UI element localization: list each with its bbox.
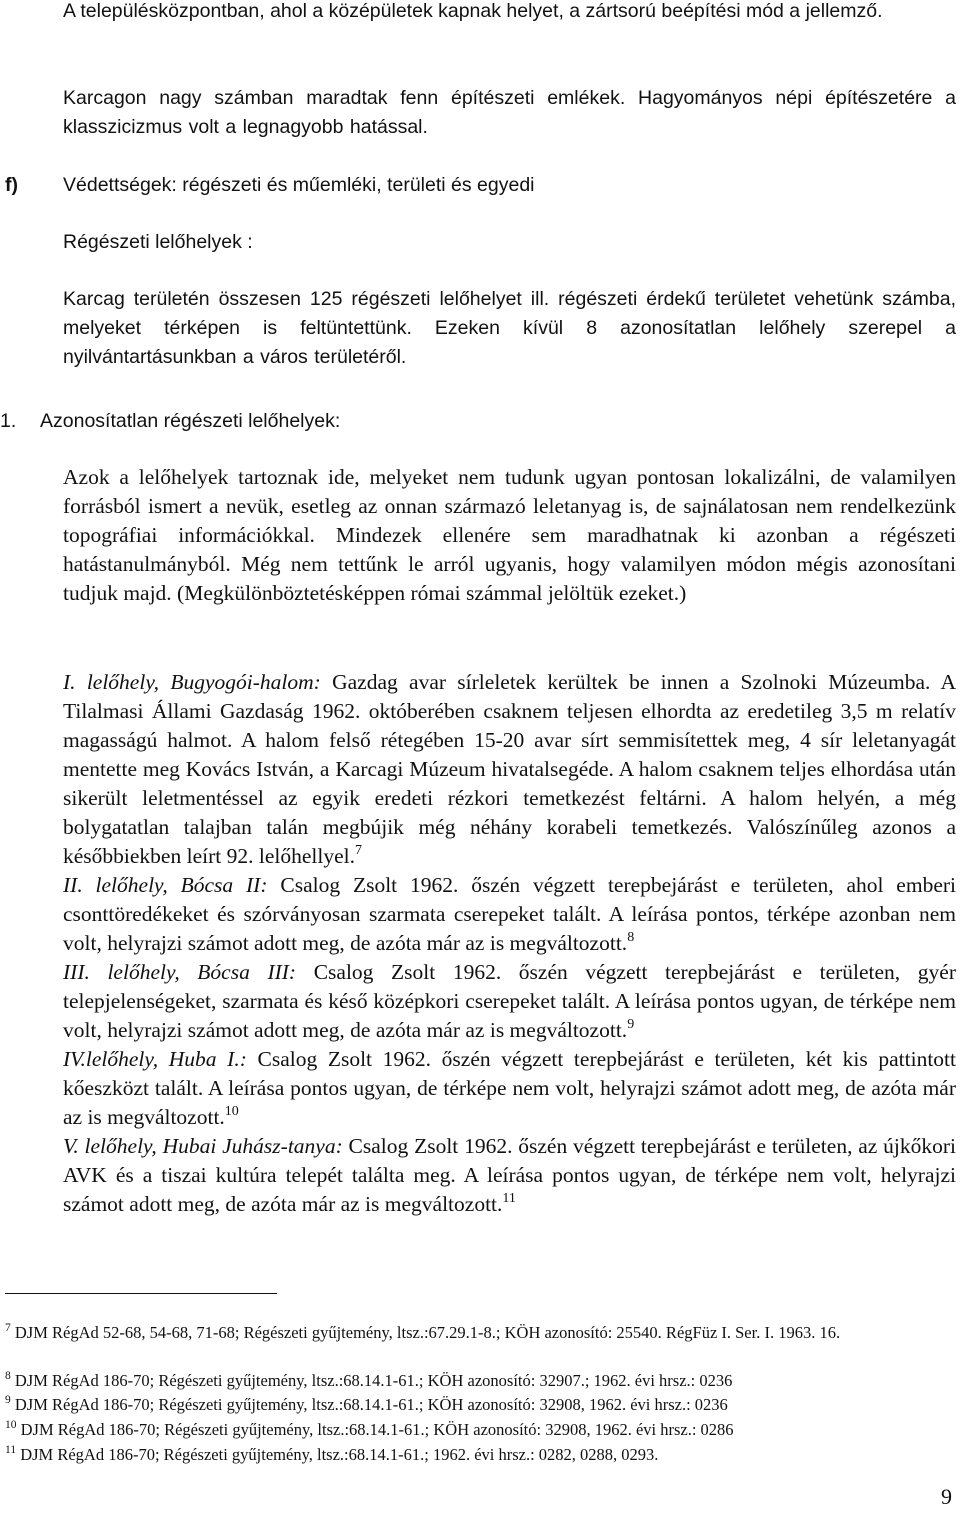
footnote-10 <box>5 1418 950 1442</box>
site-description: Gazdag avar sírleletek kerültek be innen a Szolnoki Múzeumba. A Tilalmasi Állami Gazdaság 1962. októberében csaknem teljesen elhordta az eredetileg 3,5 m relatív magasságú halmot. A halom felső rétegében 15-20 avar sírt semmisítettek meg, 4 sír leletanyagát mentette meg Kovács István, a Karcagi Múzeum hivatalsegéde. A halom csaknem teljes elhordása után sikerült leletmentéssel az egyik eredeti rézkori temetkezést feltárni. A halom helyén, a még bolygatatlan talajban talán megbújik még néhány korabeli temetkezés. Valószínűleg azonos a későbbiekben leírt 92. lelőhellyel. <box>63 670 956 868</box>
paragraph-settlement-center: A településközpontban, ahol a középületek kapnak helyet, a zártsorú beépítési mód a jellemző. <box>63 0 883 22</box>
footnote-number: 11 <box>5 1444 17 1456</box>
site-list <box>63 668 956 1219</box>
paragraph-architectural-heritage: Karcagon nagy számban maradtak fenn építészeti emlékek. Hagyományos népi építészetére a klasszicizmus volt a legnagyobb hatással. <box>63 87 956 138</box>
site-entry-1 <box>63 670 956 868</box>
paragraph-unidentified-explanation: Azok a lelőhelyek tartoznak ide, melyeket nem tudunk ugyan pontosan lokalizálni, de valamilyen forrásból ismert a nevük, esetleg az onnan származó leletanyag is, de sajnálatosan nem rendelkezünk topográfiai információkkal. Mindezek ellenére sem maradhatnak ki azonban a régészeti hatástanulmányból. Még nem tettűnk le arról ugyanis, hogy valamilyen módon mégis azonosítani tudjuk majd. (Megkülönböztetésképpen római számmal jelöltük ezeket.) <box>63 465 956 605</box>
footnote-ref[interactable]: 10 <box>224 1104 239 1119</box>
footnote-ref[interactable]: 9 <box>627 1017 635 1032</box>
footnote-text: DJM RégAd 186-70; Régészeti gyűjtemény, ltsz.:68.14.1-61.; KÖH azonosító: 32908, 1962. évi hrsz.: 0286 <box>16 1420 734 1439</box>
site-title: I. lelőhely, Bugyogói-halom: <box>63 670 321 694</box>
paragraph-site-count: Karcag területén összesen 125 régészeti lelőhelyet ill. régészeti érdekű területet vehetünk számba, melyeket térképen is feltüntettünk. Ezeken kívül 8 azonosítatlan lelőhely szerepel a nyilvántartásunkban a város területéről. <box>63 288 956 368</box>
footnote-ref[interactable]: 7 <box>354 843 362 858</box>
site-entry-2 <box>63 873 956 955</box>
site-description: Csalog Zsolt 1962. őszén végzett terepbejárást e területen, ahol emberi csonttöredékeket és szórványosan szarmata cserepeket talált. A leírása pontos, térképe azonban nem volt, helyrajzi számot adott meg, de azóta már az is megváltozott. <box>63 873 957 955</box>
footnote-number: 9 <box>5 1394 11 1406</box>
site-title: II. lelőhely, Bócsa II: <box>63 873 268 897</box>
section-heading-f <box>5 171 898 200</box>
site-entry-4 <box>63 1047 956 1129</box>
site-description: Csalog Zsolt 1962. őszén végzett terepbejárást e területen, az újkőkori AVK és a tiszai kultúra telepét találta meg. A leírása pontos ugyan, de térképe nem volt, helyrajzi számot adott meg, de azóta már az is megváltozott. <box>63 1134 956 1216</box>
footnote-text: DJM RégAd 52-68, 54-68, 71-68; Régészeti gyűjtemény, ltsz.:67.29.1-8.; KÖH azonosító: 25540. RégFüz I. Ser. I. 1963. 16. <box>10 1323 841 1342</box>
footnote-number: 7 <box>5 1322 11 1334</box>
footnote-separator <box>5 1293 277 1294</box>
section-title: Védettségek: régészeti és műemléki, területi és egyedi <box>63 174 535 196</box>
section-label: f) <box>5 174 18 196</box>
footnote-text: DJM RégAd 186-70; Régészeti gyűjtemény, ltsz.:68.14.1-61.; KÖH azonosító: 32908, 1962. évi hrsz.: 0236 <box>10 1395 728 1414</box>
footnote-11 <box>5 1443 950 1467</box>
footnote-number: 10 <box>5 1419 17 1431</box>
footnote-ref[interactable]: 8 <box>627 930 635 945</box>
site-title: V. lelőhely, Hubai Juhász-tanya: <box>63 1134 343 1158</box>
list-item-unidentified-sites <box>0 407 956 436</box>
footnote-ref[interactable]: 11 <box>502 1191 516 1206</box>
footnote-number: 8 <box>5 1370 11 1382</box>
site-title: III. lelőhely, Bócsa III: <box>63 960 297 984</box>
site-description: Csalog Zsolt 1962. őszén végzett terepbejárást e területen, gyér telepjelenségeket, szarmata és késő középkori cserepeket talált. A leírása pontos ugyan, de térképe nem volt, helyrajzi számot adott meg, de azóta már az is megváltozott. <box>63 960 956 1042</box>
list-item-label: Azonosítatlan régészeti lelőhelyek: <box>40 410 341 432</box>
page-number: 9 <box>941 1484 952 1509</box>
site-title: IV.lelőhely, Huba I.: <box>63 1047 247 1071</box>
site-entry-5 <box>63 1134 956 1216</box>
footnote-text: DJM RégAd 186-70; Régészeti gyűjtemény, ltsz.:68.14.1-61.; KÖH azonosító: 32907.; 1962. évi hrsz.: 0236 <box>10 1371 733 1390</box>
footnote-text: DJM RégAd 186-70; Régészeti gyűjtemény, ltsz.:68.14.1-61.; 1962. évi hrsz.: 0282, 0288, 0293. <box>16 1445 659 1464</box>
site-description: Csalog Zsolt 1962. őszén végzett terepbejárást e területen, két kis pattintott kőeszközt talált. A leírása pontos ugyan, de térképe nem volt, helyrajzi számot adott meg, de azóta már az is megváltozott. <box>63 1047 956 1129</box>
footnote-7 <box>5 1321 950 1345</box>
subheading-archaeological-sites: Régészeti lelőhelyek : <box>63 231 253 253</box>
footnote-8 <box>5 1369 950 1393</box>
site-entry-3 <box>63 960 956 1042</box>
footnote-9 <box>5 1393 950 1417</box>
list-number: 1. <box>0 410 17 432</box>
